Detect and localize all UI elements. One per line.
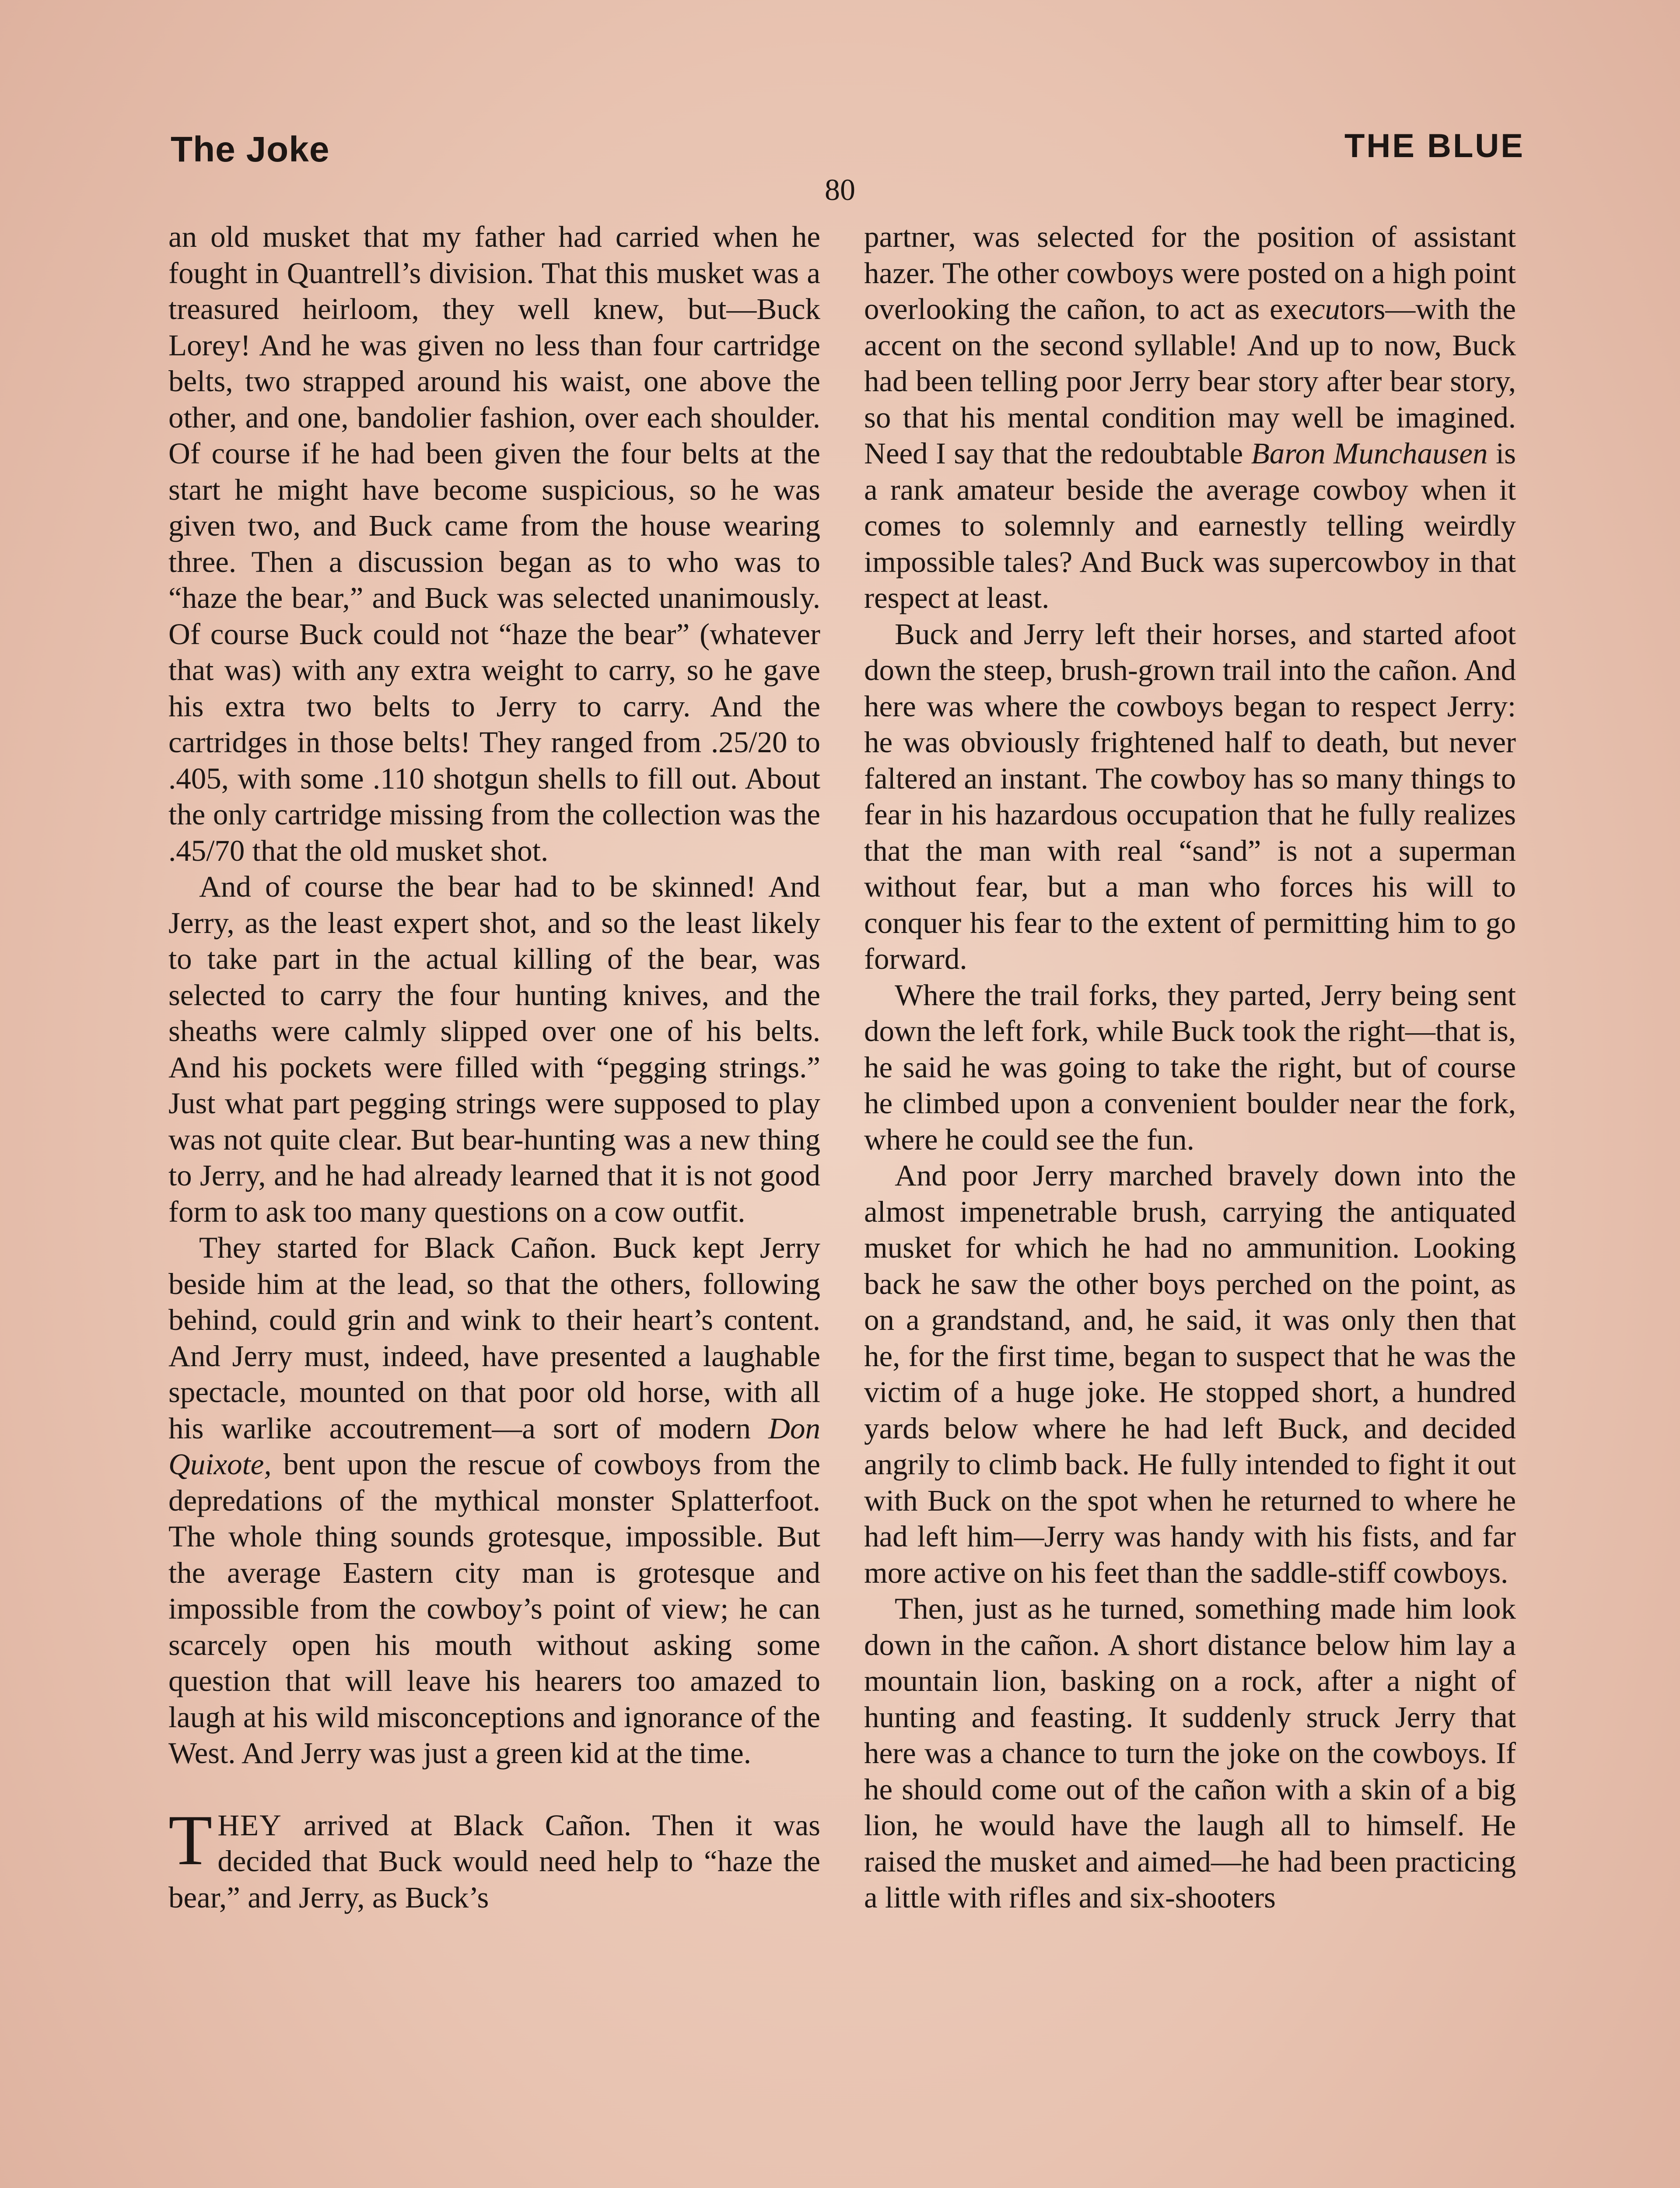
italic-title: Don Quixote,: [168, 1411, 820, 1481]
paragraph: And of course the bear had to be skinned! And Jerry, as the least expert shot, and so the least likely to take part in the actual killing of the bear, was selected to carry the four hunting knives, and the sheaths were calmly slipped over one of his belts. And his pockets were filled with “pegging strings.” Just what part pegging strings were supposed to play was not quite clear. But bear-hunting was a new thing to Jerry, and he had already learned that it is not good form to ask too many questions on a cow outfit.: [168, 870, 820, 1228]
section-opening-word: HEY: [217, 1808, 282, 1842]
paragraph: Then, just as he turned, something made him look down in the cañon. A short distance below him lay a mountain lion, basking on a rock, after a night of hunting and feasting. It suddenly struck Jerry that here was a chance to turn the joke on the cowboys. If he should come out of the cañon with a skin of a big lion, he would have the laugh all to himself. He raised the musket and aimed—he had been practicing a little with rifles and six-shooters: [864, 1592, 1516, 1914]
text-run: They started for Black Cañon. Buck kept Jerry beside him at the lead, so that the others, following behind, could grin and wink to their heart’s content. And Jerry must, indeed, have presented a laughable spectacle, mounted on that poor old horse, with all his warlike accoutrement—a sort of modern: [168, 1231, 820, 1445]
paragraph: And poor Jerry marched bravely down into the almost impenetrable brush, carrying the antiquated musket for which he had no ammunition. Looking back he saw the other boys perched on the point, as on a grandstand, and, he said, it was only then that he, for the first time, began to suspect that he was the victim of a huge joke. He stopped short, a hundred yards below where he had left Buck, and decided angrily to climb back. He fully intended to fight it out with Buck on the spot when he returned to where he had left him—Jerry was handy with his fists, and far more active on his feet than the saddle-stiff cowboys.: [864, 1159, 1516, 1589]
text-run: is a rank amateur beside the average cowboy when it comes to solemnly and earnestly telling weirdly impossible tales? And Buck was supercowboy in that respect at least.: [864, 437, 1516, 614]
running-header-right: THE BLUE: [1344, 127, 1525, 165]
paragraph: an old musket that my father had carried when he fought in Quantrell’s division. That this musket was a treasured heirloom, they well knew, but—Buck Lorey! And he was given no less than four cartridge belts, two strapped around his waist, one above the other, and one, bandolier fashion, over each shoulder. Of course if he had been given the four belts at the start he might have become suspicious, so he was given two, and Buck came from the house wearing three. Then a discussion began as to who was to “haze the bear,” and Buck was selected unanimously. Of course Buck could not “haze the bear” (whatever that was) with any extra weight to carry, so he gave his extra two belts to Jerry to carry. And the cartridges in those belts! They ranged from .25/20 to .405, with some .110 shotgun shells to fill out. About the only cartridge missing from the collection was the .45/70 that the old musket shot.: [168, 220, 820, 867]
text-run: partner, was selected for the position of assistant hazer. The other cowboys were posted on a high point overlooking the cañon, to act as exe: [864, 220, 1516, 326]
text-run: bent upon the rescue of cowboys from the depredations of the mythical monster Splatterfoot. The whole thing sounds grotesque, impossible. But the average Eastern city man is grotesque and impossible from the cowboy’s point of view; he can scarcely open his mouth without asking some question that will leave his hearers too amazed to laugh at his wild misconceptions and ignorance of the West. And Jerry was just a green kid at the time.: [168, 1448, 820, 1770]
running-header-left: The Joke: [171, 130, 330, 169]
section-paragraph: [168, 1800, 820, 1916]
paragraph: Where the trail forks, they parted, Jerry being sent down the left fork, while Buck took the right—that is, he said he was going to take the right, but of course he climbed upon a convenient boulder near the fork, where he could see the fun.: [864, 978, 1516, 1156]
italic-name: Baron Munchausen: [1251, 437, 1488, 470]
drop-cap: T: [168, 1800, 213, 1880]
italic-syllable: cu: [1311, 292, 1340, 326]
paragraph: [168, 1230, 820, 1771]
text-run: arrived at Black Cañon. Then it was decided that Buck would need help to “haze the bear,” and Jerry, as Buck’s: [168, 1808, 820, 1914]
text-column-right: [864, 219, 1516, 1916]
text-column-left: [168, 219, 820, 1915]
text-run: tors—with the accent on the second syllable! And up to now, Buck had been telling poor Jerry bear story after bear story, so that his mental condition may well be imagined. Need I say that the redoubtable: [864, 292, 1516, 470]
page-number: 80: [825, 173, 855, 207]
paragraph: [864, 219, 1516, 616]
paragraph: Buck and Jerry left their horses, and started afoot down the steep, brush-grown trail into the cañon. And here was where the cowboys began to respect Jerry: he was obviously frightened half to death, but never faltered an instant. The cowboy has so many things to fear in his hazardous occupation that he fully realizes that the man with real “sand” is not a superman without fear, but a man who forces his will to conquer his fear to the extent of permitting him to go forward.: [864, 617, 1516, 975]
